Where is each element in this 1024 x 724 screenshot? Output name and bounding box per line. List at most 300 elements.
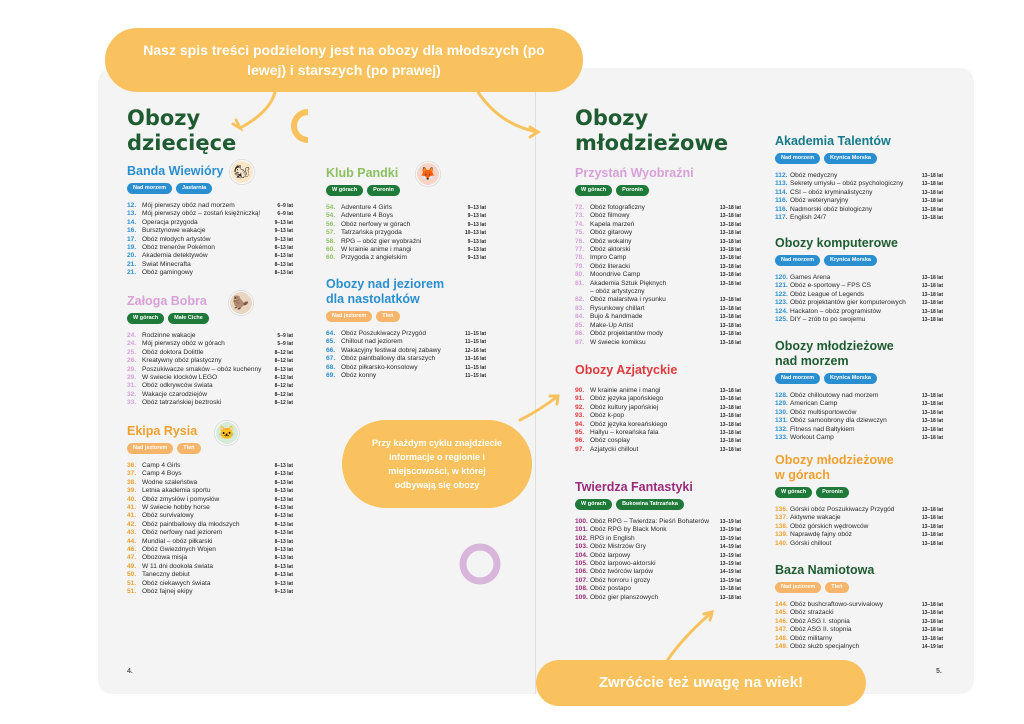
camp-name: Obóz górskich wędrowców [790,522,869,530]
camp-name: Obóz k-pop [590,412,625,420]
camp-page-number: 60. [326,246,336,254]
camp-name: English 24/7 [790,214,827,222]
camp-page-number: 29. [127,374,137,382]
camp-age-range: 13–18 lat [921,189,943,196]
camp-age-range: 5–9 lat [277,341,293,348]
camp-page-number: 85. [575,321,585,329]
camp-age-range: 13–18 lat [719,247,741,254]
camp-name: Nadmorski obóz biologiczny [790,205,873,213]
camp-page-number: 54. [326,204,336,211]
camp-page-number: 51. [127,588,137,596]
camp-age-range: 8–13 lat [274,530,293,537]
camp-name: RPG in English [590,534,635,542]
region-badge: W górach [575,185,612,196]
camp-age-range: 13–18 lat [719,421,741,428]
camp-name: Sekrety umysłu – obóz psychologiczny [790,180,904,188]
camp-page-number: 139. [775,531,788,539]
camp-age-range: 13–18 lat [921,215,943,222]
camp-age-range: 8–13 lat [274,563,293,570]
camp-age-range: 13–18 lat [921,181,943,188]
camp-page-number: 128. [775,392,788,399]
camp-age-range: 13–18 lat [921,618,943,625]
arrow-to-azjatyckie-icon [520,396,558,420]
camp-name: Obóz League of Legends [790,290,865,298]
page-title: Obozy dziecięce [127,106,237,155]
camp-age-range: 14–19 lat [921,644,943,651]
camp-page-number: 49. [127,562,137,570]
arrow-to-left-page-icon [240,92,275,128]
camp-age-range: 13–18 lat [921,532,943,539]
camp-age-range: 6–9 lat [277,203,293,209]
camp-name: Obóz bushcraftowo-survivalowy [790,601,884,608]
region-badge: Nad morzem [127,183,172,194]
camp-name: Rysunkowy chillart [590,304,645,312]
camp-age-range: 10–13 lat [464,230,486,237]
section-title: Załoga Bobra [127,294,207,308]
camp-page-number: 58. [326,237,336,245]
camp-age-range: 13–18 lat [921,635,943,642]
camp-name: Tatrzańska przygoda [341,229,402,237]
camp-name: Letnia akademia sportu [142,487,211,495]
camp-name: Obóz piłkarsko-konsolowy [341,363,418,371]
camp-page-number: 91. [575,395,585,403]
camp-page-number: 39. [127,487,137,495]
camp-name: RPG – obóz gier wyobraźni [341,237,422,245]
camp-age-range: 13–18 lat [921,507,943,513]
camp-name: W świecie hobby horse [142,504,210,512]
camp-age-range: 13–18 lat [719,594,741,601]
camp-page-number: 37. [127,470,137,478]
town-badge: Poronin [816,487,849,498]
camp-page-number: 137. [775,514,788,522]
camp-name: Obóz filmowy [590,212,630,220]
camp-name: Obóz strażacki [790,609,834,617]
camp-age-range: 13–18 lat [719,238,741,245]
camp-age-range: 9–13 lat [467,238,486,245]
camp-page-number: 103. [575,543,588,551]
region-badge: Nad morzem [775,255,820,266]
camp-page-number: 129. [775,400,788,408]
camp-age-range: 8–12 lat [274,375,293,382]
camp-name: – obóz artystyczny [590,288,645,296]
camp-name: Obóz gamingowy [142,269,193,277]
camp-page-number: 16. [127,227,137,235]
camp-name: Obóz zmysłów i pomysłów [142,495,220,503]
camp-age-range: 13–19 lat [719,552,741,559]
camp-age-range: 13–18 lat [719,263,741,270]
camp-age-range: 8–12 lat [274,391,293,398]
camp-page-number: 105. [575,560,588,568]
camp-age-range: 8–12 lat [274,349,293,356]
camp-name: Make-Up Artist [590,321,634,329]
camp-page-number: 65. [326,338,336,346]
camp-page-number: 51. [127,579,137,587]
camp-page-number: 74. [575,220,585,228]
camp-page-number: 33. [127,399,137,407]
camp-name: Górski obóz Poszukiwaczy Przygód [790,506,895,513]
camp-name: Naprawdę fajny obóz [790,531,852,539]
camp-age-range: 8–13 lat [274,496,293,503]
camp-name: Obóz literacki [590,262,630,270]
camp-page-number: 145. [775,609,788,617]
camp-age-range: 13–18 lat [719,586,741,593]
camp-page-number: 31. [127,382,137,390]
camp-page-number: 82. [575,296,585,304]
camp-page-number: 140. [775,539,788,547]
camp-page-number: 77. [575,246,585,254]
camp-page-number: 133. [775,434,788,442]
camp-page-number: 69. [326,372,336,380]
camp-name: Mój pierwszy obóz w górach [142,340,225,348]
section-title: Klub Pandki [326,166,399,180]
camp-age-range: 8–13 lat [274,253,293,260]
camp-page-number: 20. [127,252,137,260]
camp-age-range: 8–13 lat [274,505,293,512]
camp-page-number: 94. [575,420,585,428]
camp-age-range: 13–18 lat [921,283,943,290]
camp-page-number: 56. [326,220,336,228]
camp-age-range: 13–18 lat [921,602,943,608]
camp-name: Fitness nad Bałtykiem [790,425,855,433]
camp-name: Obóz nerfowy w górach [341,220,411,228]
camp-age-range: 13–18 lat [921,300,943,307]
camp-age-range: 13–18 lat [719,314,741,321]
camp-page-number: 46. [127,546,137,554]
camp-name: Akademia detektywów [142,252,208,260]
camp-page-number: 112. [775,172,788,179]
camp-page-number: 17. [127,235,137,243]
town-badge: Krynica Morska [824,153,877,164]
arrow-to-ages-icon [665,612,712,664]
camp-age-range: 8–13 lat [274,555,293,562]
camp-age-range: 13–18 lat [921,426,943,433]
camp-age-range: 8–13 lat [274,471,293,478]
camp-page-number: 72. [575,204,585,211]
camp-name: Obóz tatrzańskiej beztroski [142,399,222,407]
section-title: Obozy nad jeziorem dla nastolatków [326,277,445,306]
region-badge: Nad jeziorem [775,582,821,593]
camp-name: Obóz aktorski [590,246,631,254]
camp-page-number: 149. [775,643,788,651]
camp-name: Obóz medyczny [790,172,838,179]
camp-name: Obóz odkrywców świata [142,382,213,390]
camp-age-range: 9–13 lat [274,219,293,226]
camp-page-number: 41. [127,512,137,520]
camp-name: Aktywne wakacje [790,514,841,522]
camp-name: Obóz postapo [590,585,632,593]
red-panda-mascot-icon: 🦊 [416,162,440,186]
camp-page-number: 95. [575,429,585,437]
camp-page-number: 132. [775,425,788,433]
camp-page-number: 130. [775,408,788,416]
section-title: Obozy komputerowe [775,236,898,250]
camp-name: Obóz fajnej ekipy [142,588,193,596]
camp-name: Kapela marzeń [590,220,635,228]
camp-name: Mój pierwszy obóz – zostań księżniczką! [142,210,261,218]
camp-page-number: 57. [326,229,336,237]
camp-name: Obóz nerfowy nad jeziorem [142,529,223,537]
town-badge: Poronin [367,185,400,196]
camp-age-range: 9–13 lat [274,580,293,587]
camp-name: Obóz horroru i grozy [590,576,651,584]
camp-page-number: 138. [775,522,788,530]
camp-age-range: 9–13 lat [274,228,293,235]
camp-name: Górski chillout [790,539,832,547]
camp-name: Obozowa misja [142,554,188,562]
camp-name: Hallyu – koreańska fala [590,429,659,437]
camp-page-number: 124. [775,307,788,315]
camp-page-number: 24. [127,340,137,348]
camp-age-range: 13–18 lat [719,305,741,312]
camp-name: Obóz ASG II. stopnia [790,626,852,634]
camp-age-range: 8–13 lat [274,261,293,268]
camp-name: Obóz konny [341,372,377,380]
camp-name: Obóz projektantów gier komputerowych [790,299,906,307]
camp-age-range: 13–18 lat [719,404,741,411]
camp-page-number: 116. [775,197,788,205]
camp-age-range: 13–18 lat [921,173,943,179]
camp-age-range: 13–18 lat [921,401,943,408]
camp-name: Obóz ciekawych świata [142,579,211,587]
camp-age-range: 13–18 lat [921,409,943,416]
camp-page-number: 67. [326,355,336,363]
camp-name: Obóz młodych artystów [142,235,211,243]
camp-age-range: 13–18 lat [719,438,741,445]
camp-page-number: 25. [127,348,137,356]
camp-page-number: 84. [575,313,585,321]
camp-name: Wakacyjny festiwal dobrej zabawy [341,346,441,354]
section-title: Obozy młodzieżowe nad morzem [775,339,894,368]
camp-age-range: 13–18 lat [719,396,741,403]
camp-page-number: 40. [127,495,137,503]
page-title: Obozy młodzieżowe [575,106,729,155]
camp-page-number: 13. [127,210,137,218]
camp-name: Mundial – obóz piłkarski [142,537,213,545]
camp-name: Akademia Sztuk Pięknych [590,279,667,287]
camp-page-number: 148. [775,634,788,642]
camp-age-range: 8–13 lat [274,538,293,545]
camp-age-range: 8–13 lat [274,366,293,373]
camp-page-number: 93. [575,412,585,420]
camp-age-range: 13–18 lat [719,413,741,420]
camp-name: Obóz Gwiezdnych Wojen [142,546,216,554]
camp-name: Obóz trenerów Pokémon [142,244,215,252]
camp-page-number: 86. [575,330,585,338]
camp-page-number: 104. [575,551,588,559]
camp-page-number: 100. [575,518,588,525]
camp-name: Obóz weterynaryjny [790,197,849,205]
region-badge: W górach [775,487,812,498]
camp-page-number: 80. [575,271,585,279]
camp-page-number: 19. [127,244,137,252]
region-badge: W górach [326,185,363,196]
camp-name: Hackaton – obóz programistów [790,307,881,315]
camp-name: Games Arena [790,274,831,281]
camp-page-number: 92. [575,403,585,411]
town-badge: Poronin [616,185,649,196]
camp-page-number: 107. [575,576,588,584]
camp-name: Camp 4 Boys [142,470,182,478]
camp-name: Obóz języka japońskiego [590,395,664,403]
camp-name: Obóz RPG – Twierdza: Pieśń Bohaterów [590,518,709,525]
camp-page-number: 75. [575,229,585,237]
camp-age-range: 13–19 lat [719,561,741,568]
camp-age-range: 13–18 lat [921,627,943,634]
camp-name: CSI – obóz kryminalistyczny [790,188,873,196]
camp-name: Obóz ASG I. stopnia [790,617,850,625]
camp-page-number: 147. [775,626,788,634]
camp-page-number: 123. [775,299,788,307]
camp-name: Obóz Poszukiwaczy Przygód [341,330,427,337]
camp-name: Przygoda z angielskim [341,254,407,262]
camp-page-number: 54. [326,212,336,220]
camp-name: Chillout nad jeziorem [341,338,403,346]
camp-page-number: 102. [575,534,588,542]
town-badge: Tleń [177,443,200,454]
camp-name: Workout Camp [790,434,834,442]
camp-age-range: 8–13 lat [274,479,293,486]
camp-page-number: 116. [775,205,788,213]
camp-name: Rodzinne wakacje [142,332,196,339]
camp-name: Obóz cosplay [590,437,630,445]
camp-age-range: 13–19 lat [719,519,741,525]
camp-name: Bujo & handmade [590,313,643,321]
camp-age-range: 8–13 lat [274,245,293,252]
camp-page-number: 29. [127,365,137,373]
callout-top: Nasz spis treści podzielony jest na obozy dla młodszych (po lewej) i starszych (po prawej) [105,28,583,92]
camp-page-number: 12. [127,202,137,209]
camp-name: W świecie klocków LEGO [142,374,218,382]
camp-page-number: 64. [326,330,336,337]
camp-age-range: 13–18 lat [921,610,943,617]
section-title: Obozy Azjatyckie [575,363,678,377]
camp-age-range: 13–18 lat [719,388,741,394]
camp-name: Obóz paintballowy dla starszych [341,355,436,363]
camp-page-number: 120. [775,274,788,281]
camp-age-range: 13–18 lat [921,308,943,315]
camp-name: Moondrive Camp [590,271,641,279]
squirrel-mascot-icon: 🐿 [230,160,254,184]
camp-page-number: 121. [775,282,788,290]
camp-page-number: 21. [127,269,137,277]
camp-page-number: 26. [127,357,137,365]
camp-name: Azjatycki chillout [590,445,639,453]
camp-name: W 11 dni dookoła świata [142,562,213,570]
camp-name: W krainie anime i mangi [590,387,661,394]
camp-page-number: 14. [127,218,137,226]
camp-page-number: 109. [575,593,588,601]
camp-page-number: 68. [326,363,336,371]
camp-name: Obóz paintballowy dla młodszych [142,520,240,528]
region-badge: Nad morzem [775,153,820,164]
camp-name: American Camp [790,400,838,408]
camp-page-number: 43. [127,529,137,537]
camp-age-range: 11–15 lat [465,331,486,337]
camp-page-number: 108. [575,585,588,593]
camp-name: DIY – zrób to po swojemu [790,316,866,324]
camp-name: Obóz malarstwa i rysunku [590,296,666,304]
camp-name: Wakacje czarodziejów [142,390,207,398]
camp-age-range: 13–18 lat [921,523,943,530]
camp-age-range: 13–18 lat [921,515,943,522]
camp-name: Obóz fotograficzny [590,204,645,211]
camp-page-number: 97. [575,445,585,453]
camp-name: Operacja przygoda [142,218,198,226]
region-badge: W górach [575,499,612,510]
camp-page-number: 146. [775,617,788,625]
camp-age-range: 13–18 lat [719,213,741,220]
region-badge: Nad jeziorem [127,443,173,454]
section-title: Twierdza Fantastyki [575,480,693,494]
camp-page-number: 136. [775,506,788,513]
town-badge: Krynica Morska [824,255,877,266]
camp-age-range: 13–18 lat [719,230,741,237]
town-badge: Jastarnia [176,183,212,194]
camp-age-range: 13–18 lat [719,331,741,338]
section-title: Przystań Wyobraźni [575,166,694,180]
camp-age-range: 5–9 lat [277,333,293,339]
camp-name: Obóz projektantów mody [590,330,663,338]
camp-age-range: 13–18 lat [719,272,741,279]
camp-name: Obóz języka koreańskiego [590,420,668,428]
camp-age-range: 13–18 lat [921,435,943,442]
camp-name: Obóz e-sportowy – FPS CS [790,282,871,290]
camp-page-number: 42. [127,520,137,528]
camp-page-number: 21. [127,260,137,268]
camp-name: Taneczny debiut [142,571,190,579]
region-badge: Nad morzem [775,373,820,384]
camp-page-number: 36. [127,462,137,469]
camp-name: Obóz multisportowców [790,408,857,416]
section-title: Obozy młodzieżowe w górach [775,453,894,482]
camp-page-number: 114. [775,188,788,196]
camp-name: Obóz survivalowy [142,512,194,520]
camp-age-range: 11–15 lat [465,373,486,380]
camp-page-number: 60. [326,254,336,262]
camp-name: Adventure 4 Boys [341,212,394,220]
camp-name: Impro Camp [590,254,627,262]
camp-name: Wodne szaleństwa [142,478,198,486]
camp-name: Obóz twórców larpów [590,568,654,576]
camp-age-range: 8–13 lat [274,572,293,579]
camp-age-range: 9–13 lat [274,236,293,243]
camp-age-range: 13–18 lat [719,446,741,453]
camp-age-range: 12–16 lat [464,347,486,354]
camp-age-range: 8–13 lat [274,270,293,277]
camp-page-number: 79. [575,262,585,270]
camp-age-range: 9–13 lat [467,247,486,254]
camp-age-range: 13–19 lat [719,577,741,584]
camp-name: Camp 4 Girls [142,462,181,469]
camp-age-range: 13–18 lat [921,393,943,399]
camp-age-range: 13–18 lat [719,297,741,304]
section-title: Ekipa Rysia [127,424,198,438]
camp-name: Obóz gitarowy [590,229,633,237]
camp-age-range: 13–18 lat [921,291,943,298]
camp-page-number: 73. [575,212,585,220]
camp-age-range: 8–13 lat [274,521,293,528]
camp-page-number: 32. [127,390,137,398]
camp-name: Obóz militarny [790,634,833,642]
camp-age-range: 13–18 lat [719,280,741,287]
camp-page-number: 47. [127,554,137,562]
camp-page-number: 38. [127,478,137,486]
camp-name: Mój pierwszy obóz nad morzem [142,202,235,209]
camp-age-range: 14–19 lat [719,569,741,576]
camp-page-number: 90. [575,387,585,394]
town-badge: Tleń [376,311,399,322]
town-badge: Małe Ciche [168,313,209,324]
